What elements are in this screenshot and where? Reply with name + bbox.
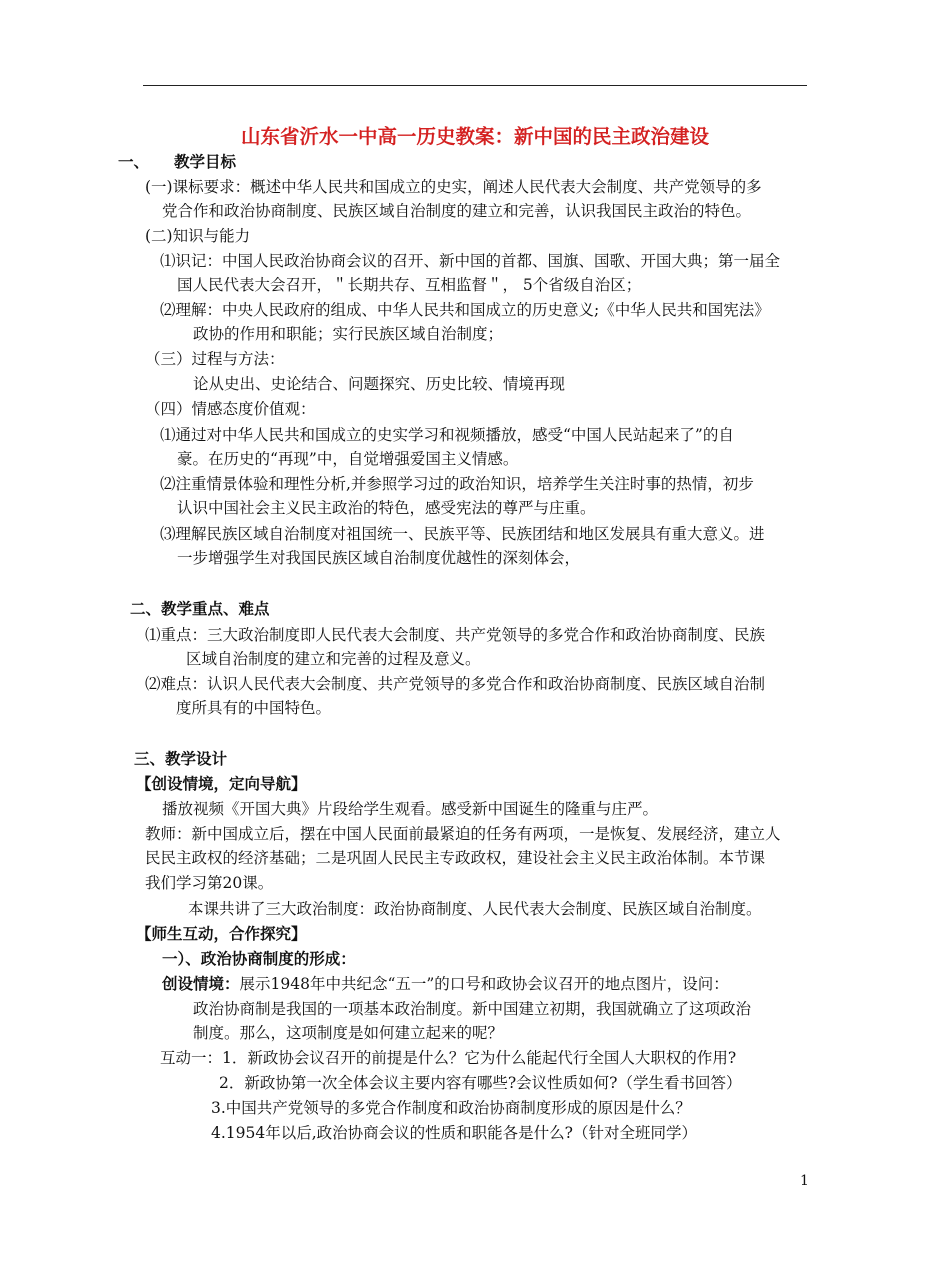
part1-heading: 一）、政治协商制度的形成： [162, 949, 356, 968]
question3: 3.中国共产党领导的多党合作制度和政治协商制度形成的原因是什么？ [211, 1099, 691, 1117]
page-number: 1 [800, 1173, 809, 1189]
keypoint-line1: ⑴重点：三大政治制度即人民代表大会制度、共产党领导的多党合作和政治协商制度、民族 [145, 626, 766, 644]
scene-line [162, 973, 729, 995]
difficulty-line1: ⑵难点：认识人民代表大会制度、共产党领导的多党合作和政治协商制度、民族区域自治制 [145, 675, 766, 693]
emotion3-line2: 一步增强学生对我国民族区域自治制度优越性的深刻体会， [177, 549, 581, 567]
subsection-scene-heading: 【创设情境，定向导航】 [136, 774, 307, 793]
teacher-line3: 我们学习第20课。 [145, 874, 274, 892]
question4: 4.1954年以后,政治协商会议的性质和职能各是什么?（针对全班同学） [211, 1124, 697, 1142]
subsection-interaction-heading: 【师生互动，合作探究】 [136, 924, 307, 943]
scene-body-line2: 制度。那么，这项制度是如何建立起来的呢？ [193, 1024, 504, 1042]
knowledge1-line2: 国人民代表大会召开，＂长期共存、互相监督＂， 5个省级自治区； [177, 276, 642, 294]
difficulty-line2: 度所具有的中国特色。 [176, 699, 332, 717]
goal1-line2: 党合作和政治协商制度、民族区域自治制度的建立和完善，认识我国民主政治的特色。 [162, 202, 752, 220]
scene-body-line1: 政治协商制是我国的一项基本政治制度。新中国建立初期，我国就确立了这项政治 [193, 1000, 752, 1018]
emotion3-line1: ⑶理解民族区域自治制度对祖国统一、民族平等、民族团结和地区发展具有重大意义。进 [160, 525, 765, 543]
summary-line: 本课共讲了三大政治制度：政治协商制度、人民代表大会制度、民族区域自治制度。 [188, 900, 762, 918]
goal2-title: (二)知识与能力 [145, 227, 251, 245]
section1-heading: 教学目标 [174, 152, 237, 171]
section1-number: 一、 [118, 152, 150, 171]
scene-text: 展示1948年中共纪念“五一”的口号和政协会议召开的地点图片，设问： [239, 975, 729, 993]
knowledge1-line1: ⑴识记：中国人民政治协商会议的召开、新中国的首都、国旗、国歌、开国大典；第一届全 [160, 252, 781, 270]
teacher-line2: 民民主政权的经济基础；二是巩固人民民主专政政权，建设社会主义民主政治体制。本节课 [145, 849, 766, 867]
question1: 互动一：1．新政协会议召开的前提是什么？它为什么能起代行全国人大职权的作用? [160, 1049, 737, 1067]
video-line: 播放视频《开国大典》片段给学生观看。感受新中国诞生的隆重与庄严。 [162, 800, 659, 818]
section2-heading: 二、教学重点、难点 [130, 599, 270, 618]
emotion1-line2: 豪。在历史的“再现”中，自觉增强爱国主义情感。 [177, 450, 519, 468]
emotion2-line1: ⑵注重情景体验和理性分析,并参照学习过的政治知识，培养学生关注时事的热情，初步 [160, 475, 754, 493]
teacher-line1: 教师：新中国成立后，摆在中国人民面前最紧迫的任务有两项，一是恢复、发展经济，建立人 [145, 825, 781, 843]
emotion1-line1: ⑴通过对中华人民共和国成立的史实学习和视频播放，感受“中国人民站起来了”的自 [160, 426, 734, 444]
page-title: 山东省沂水一中高一历史教案：新中国的民主政治建设 [240, 125, 709, 148]
knowledge2-line2: 政协的作用和职能；实行民族区域自治制度； [193, 325, 504, 343]
goal3-text: 论从史出、史论结合、问题探究、历史比较、情境再现 [193, 375, 566, 393]
goal3-title: （三）过程与方法： [145, 350, 285, 368]
question2: 2．新政协第一次全体会议主要内容有哪些?会议性质如何?（学生看书回答） [219, 1074, 742, 1092]
knowledge2-line1: ⑵理解：中央人民政府的组成、中华人民共和国成立的历史意义;《中华人民共和国宪法》 [160, 301, 770, 319]
header-rule [143, 85, 807, 86]
scene-label: 创设情境： [162, 974, 240, 993]
emotion2-line2: 认识中国社会主义民主政治的特色，感受宪法的尊严与庄重。 [177, 499, 596, 517]
goal1-line1: (一)课标要求：概述中华人民共和国成立的史实，阐述人民代表大会制度、共产党领导的多 [145, 178, 762, 196]
section3-heading: 三、教学设计 [134, 749, 228, 768]
goal4-title: （四）情感态度价值观： [145, 400, 316, 418]
keypoint-line2: 区域自治制度的建立和完善的过程及意义。 [186, 650, 481, 668]
